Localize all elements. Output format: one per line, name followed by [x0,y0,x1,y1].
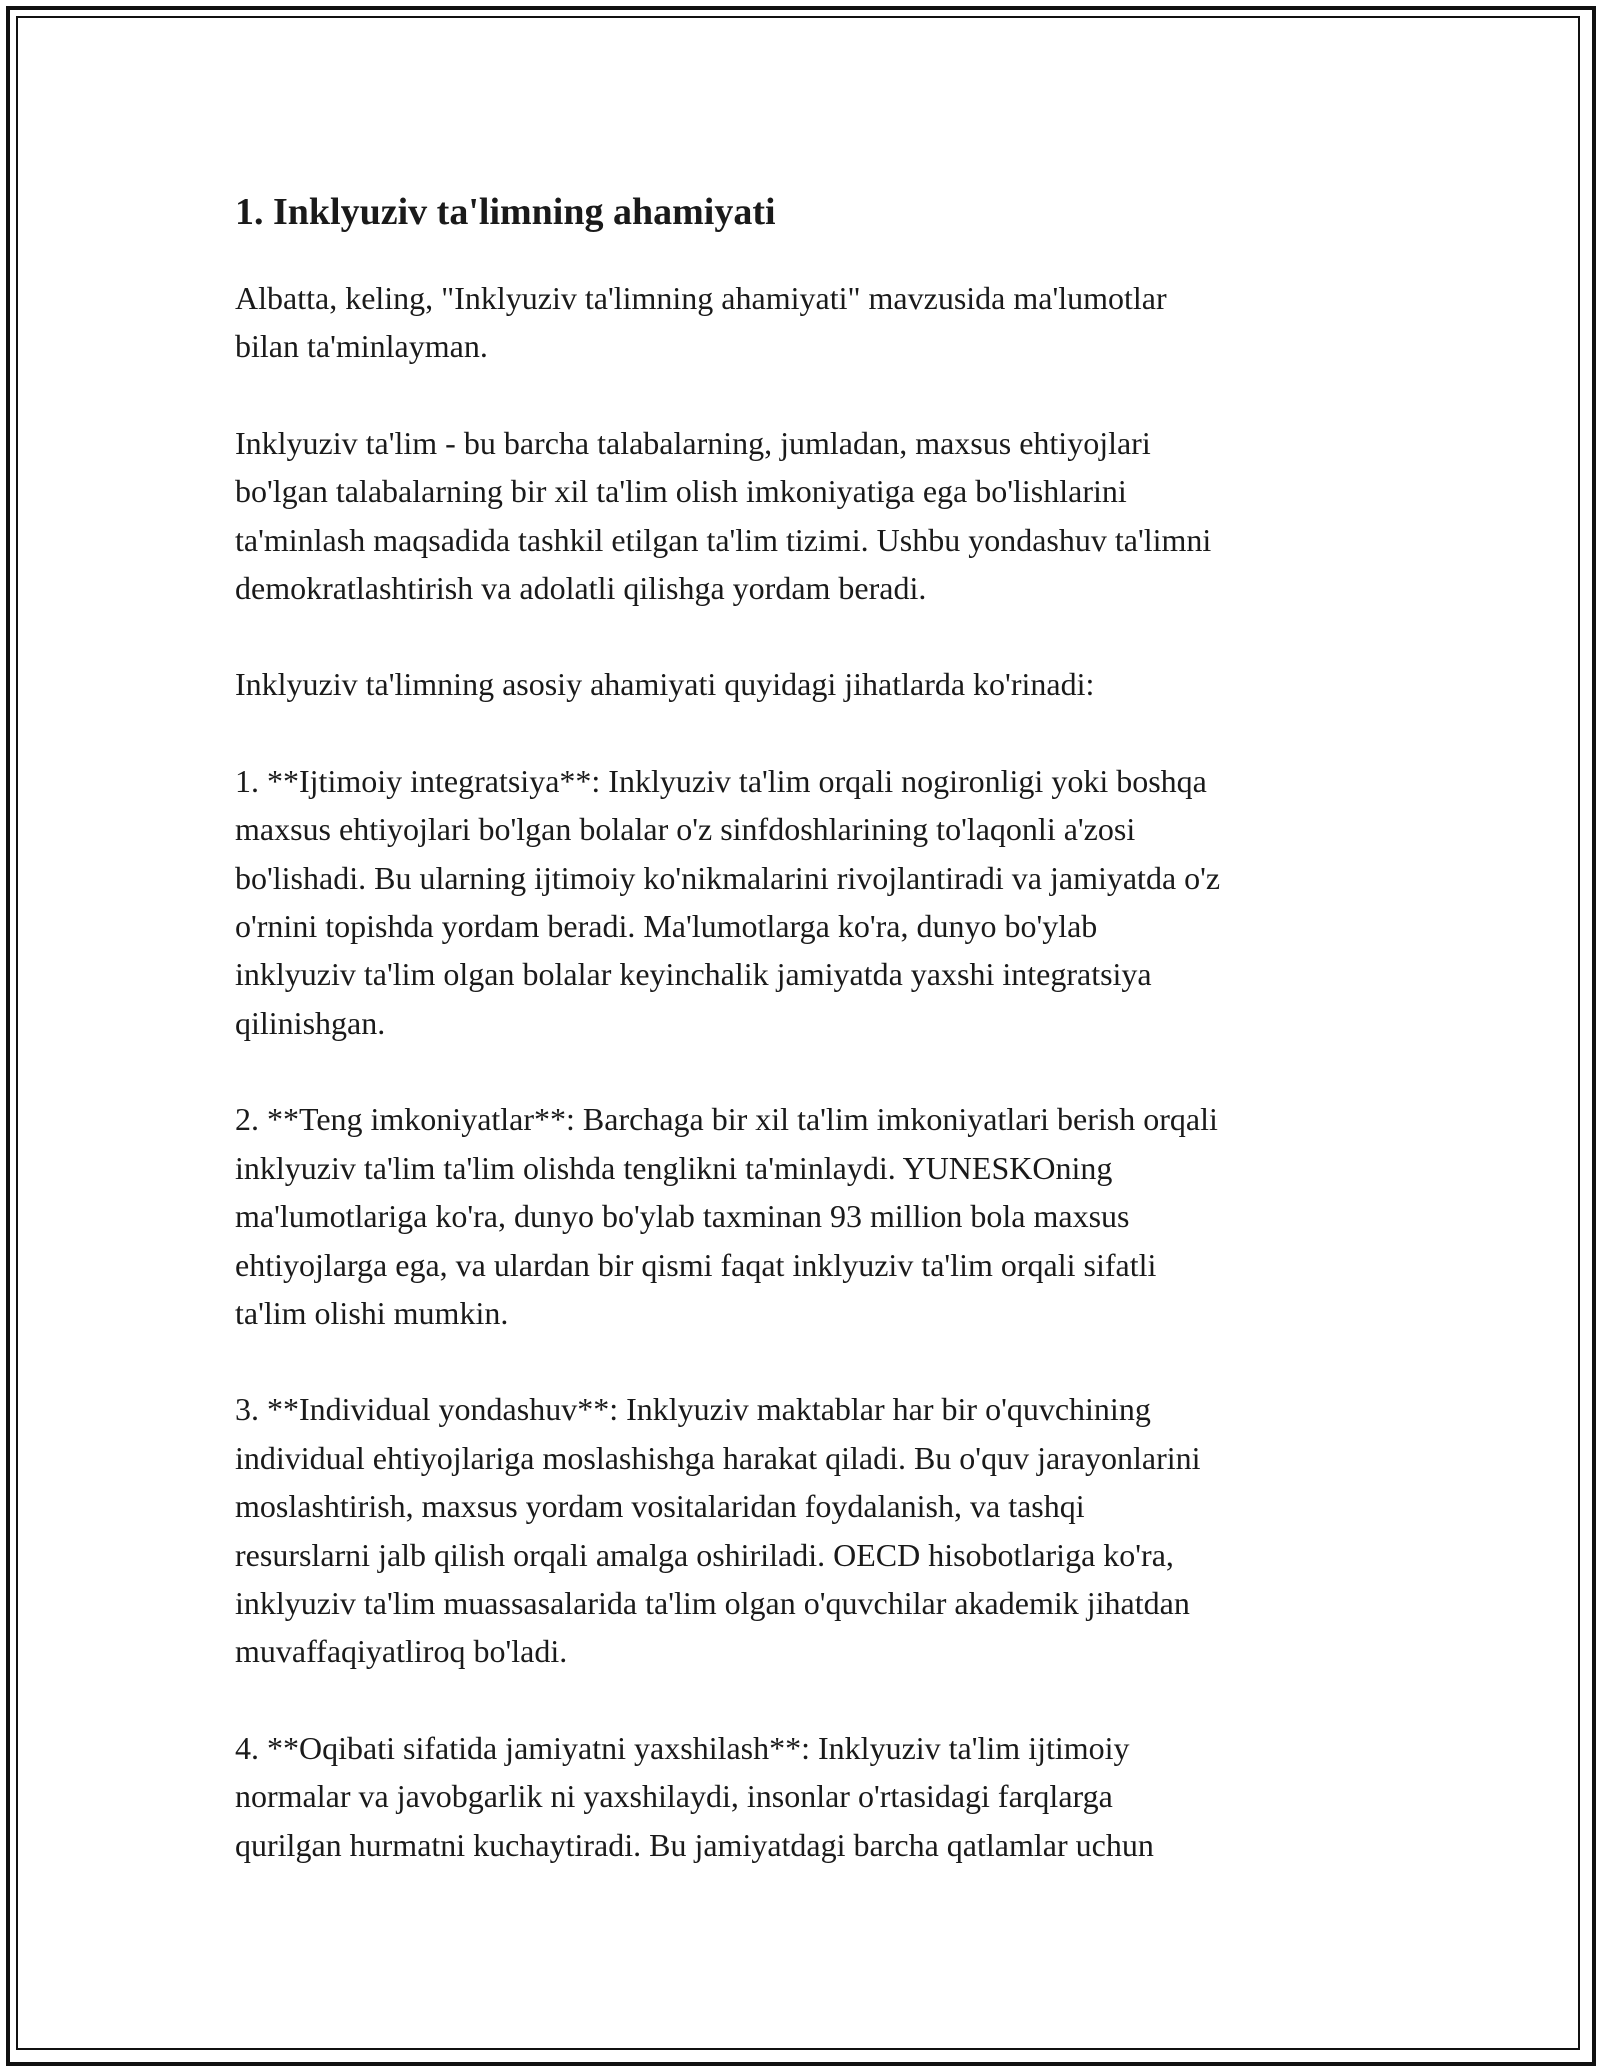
list-item-individual-approach: 3. **Individual yondashuv**: Inklyuziv maktablar har bir o'quvchining individual ehtiyojlariga moslashishga harakat qiladi. Bu o'quv jarayonlarini moslashtirish, maxsus yordam vositalaridan foydalanish, va tashqi resurslarni jalb qilish orqali amalga oshiriladi. OECD hisobotlariga ko'ra, inklyuziv ta'lim muassasalarida ta'lim olgan o'quvchilar akademik jihatdan muvaffaqiyatliroq bo'ladi. [235,1391,1201,1670]
list-item-social-integration: 1. **Ijtimoiy integratsiya**: Inklyuziv ta'lim orqali nogironligi yoki boshqa maxsus ehtiyojlari bo'lgan bolalar o'z sinfdoshlarining to'laqonli a'zosi bo'lishadi. Bu ularning ijtimoiy ko'nikmalarini rivojlantiradi va jamiyatda o'z o'rnini topishda yordam beradi. Ma'lumotlarga ko'ra, dunyo bo'ylab inklyuziv ta'lim olgan bolalar keyinchalik jamiyatda yaxshi integratsiya qilinishgan. [235,762,1221,1041]
list-item-equal-opportunities: 2. **Teng imkoniyatlar**: Barchaga bir xil ta'lim imkoniyatlari berish orqali inklyuziv ta'lim ta'lim olishda tenglikni ta'minlaydi. YUNESKOning ma'lumotlariga ko'ra, dunyo bo'ylab taxminan 93 million bola maxsus ehtiyojlarga ega, va ulardan bir qismi faqat inklyuziv ta'lim orqali sifatli ta'lim olishi mumkin. [235,1101,1218,1331]
paragraph-definition: Inklyuziv ta'lim - bu barcha talabalarning, jumladan, maxsus ehtiyojlari bo'lgan talabalarning bir xil ta'lim olish imkoniyatiga ega bo'lishlarini ta'minlash maqsadida tashkil etilgan ta'lim tizimi. Ushbu yondashuv ta'limni demokratlashtirish va adolatli qilishga yordam beradi. [235,424,1212,607]
paragraph-intro: Albatta, keling, "Inklyuziv ta'limning ahamiyati" mavzusida ma'lumotlar bilan ta'minlayman. [235,280,1167,365]
list-item-society-improvement: 4. **Oqibati sifatida jamiyatni yaxshilash**: Inklyuziv ta'lim ijtimoiy normalar va javobgarlik ni yaxshilaydi, insonlar o'rtasidagi farqlarga qurilgan hurmatni kuchaytiradi. Bu jamiyatdagi barcha qatlamlar uchun [235,1729,1154,1863]
section-heading: 1. Inklyuziv ta'limning ahamiyati [235,191,776,233]
paragraph-lead-in: Inklyuziv ta'limning asosiy ahamiyati quyidagi jihatlarda ko'rinadi: [235,666,1095,703]
document-body [235,182,1375,1917]
